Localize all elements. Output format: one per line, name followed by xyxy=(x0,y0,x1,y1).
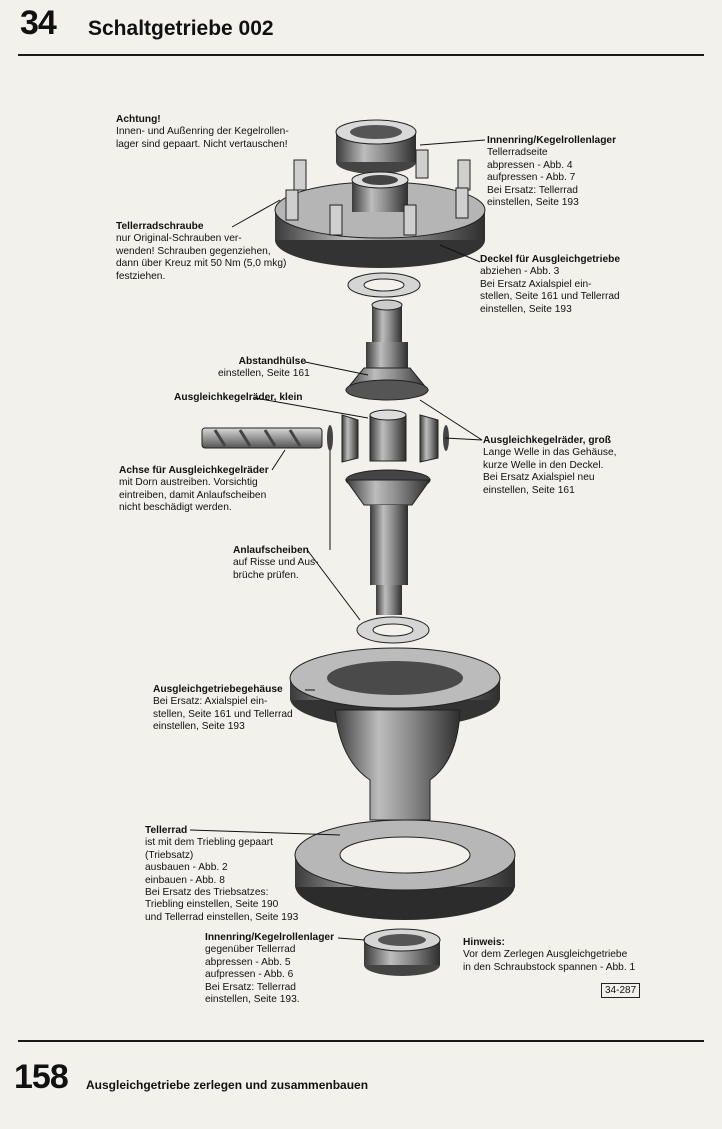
label-line: wenden! Schrauben gegenziehen, xyxy=(116,245,271,257)
label-line: Bei Ersatz: Tellerrad xyxy=(487,184,578,196)
label-line: abpressen - Abb. 5 xyxy=(205,956,291,968)
chapter-number: 34 xyxy=(20,4,56,42)
label-anlaufscheiben xyxy=(233,545,319,582)
bearing-top xyxy=(336,120,416,174)
label-heading: Tellerrad xyxy=(145,825,188,836)
label-line: Bei Ersatz Axialspiel ein- xyxy=(480,278,592,290)
label-line: aufpressen - Abb. 7 xyxy=(487,172,576,184)
label-abstandhuelse xyxy=(218,356,310,381)
label-line: kurze Welle in den Deckel. xyxy=(483,459,604,471)
label-line: brüche prüfen. xyxy=(233,569,299,581)
label-line: einstellen, Seite 193 xyxy=(480,303,572,315)
label-line: einstellen, Seite 193 xyxy=(153,721,245,733)
label-heading: Achtung! xyxy=(116,114,161,125)
label-line: auf Risse und Aus- xyxy=(233,557,319,569)
label-heading: Abstandhülse xyxy=(238,356,306,367)
label-line: Bei Ersatz Axialspiel neu xyxy=(483,472,595,484)
label-line: einstellen, Seite 193 xyxy=(487,197,579,209)
label-hinweis xyxy=(463,937,635,974)
page-title: Schaltgetriebe 002 xyxy=(88,17,274,40)
label-heading: Ausgleichkegelräder, klein xyxy=(174,392,303,403)
footer-title: Ausgleichgetriebe zerlegen und zusammenbauen xyxy=(86,1078,369,1092)
label-kegel-gross xyxy=(483,435,616,497)
label-line: in den Schraubstock spannen - Abb. 1 xyxy=(463,961,636,973)
small-gears xyxy=(327,410,449,462)
differential-housing xyxy=(290,648,500,820)
label-line: stellen, Seite 161 und Tellerrad xyxy=(153,708,293,720)
label-heading: Tellerradschraube xyxy=(116,221,204,232)
label-line: nur Original-Schrauben ver- xyxy=(116,233,242,245)
label-line: Bei Ersatz: Axialspiel ein- xyxy=(153,696,268,708)
cross-shaft xyxy=(202,428,322,448)
label-heading: Innenring/Kegelrollenlager xyxy=(487,135,617,146)
page-number: 158 xyxy=(14,1058,68,1096)
label-line: dann über Kreuz mit 50 Nm (5,0 mkg) xyxy=(116,258,287,270)
label-line: lager sind gepaart. Nicht vertauschen! xyxy=(116,138,288,150)
label-heading: Anlaufscheiben xyxy=(233,545,309,556)
label-line: mit Dorn austreiben. Vorsichtig xyxy=(119,477,258,489)
label-heading: Ausgleichkegelräder, groß xyxy=(483,435,611,446)
label-line: festziehen. xyxy=(116,270,166,282)
label-achse xyxy=(119,465,269,515)
label-line: ist mit dem Triebling gepaart xyxy=(145,837,273,849)
label-line: stellen, Seite 161 und Tellerrad xyxy=(480,291,620,303)
footer-rule xyxy=(18,1040,704,1042)
label-innenring-top xyxy=(487,135,616,209)
label-line: und Tellerrad einstellen, Seite 193 xyxy=(145,911,299,923)
label-gehaeuse xyxy=(153,684,293,734)
label-line: ausbauen - Abb. 2 xyxy=(145,862,228,874)
label-line: einstellen, Seite 193. xyxy=(205,994,300,1006)
label-heading: Hinweis: xyxy=(463,937,505,948)
figure-reference: 34-287 xyxy=(601,983,640,998)
label-line: Lange Welle in das Gehäuse, xyxy=(483,447,617,459)
label-line: (Triebsatz) xyxy=(145,849,194,861)
label-innenring-bottom xyxy=(205,932,334,1006)
label-kegel-klein xyxy=(174,392,303,404)
label-tellerrad xyxy=(145,825,298,924)
label-line: gegenüber Tellerrad xyxy=(205,944,296,956)
label-line: Innen- und Außenring der Kegelrollen- xyxy=(116,126,289,138)
label-line: abziehen - Abb. 3 xyxy=(480,266,560,278)
label-line: einstellen, Seite 161 xyxy=(483,484,575,496)
thrust-washer-bottom xyxy=(357,617,429,643)
spacer-sleeve xyxy=(366,300,408,372)
label-heading: Achse für Ausgleichkegelräder xyxy=(119,465,269,476)
label-line: aufpressen - Abb. 6 xyxy=(205,969,294,981)
label-line: eintreiben, damit Anlaufscheiben xyxy=(119,489,267,501)
label-line: Bei Ersatz des Triebsatzes: xyxy=(145,887,269,899)
label-line: Vor dem Zerlegen Ausgleichgetriebe xyxy=(463,949,628,961)
side-gear-large-bottom xyxy=(346,470,430,615)
label-heading: Deckel für Ausgleichgetriebe xyxy=(480,254,621,265)
label-tellerradschraube xyxy=(116,221,286,283)
label-line: einstellen, Seite 161 xyxy=(218,368,310,380)
label-deckel xyxy=(480,254,620,316)
label-line: Triebling einstellen, Seite 190 xyxy=(145,899,279,911)
label-line: nicht beschädigt werden. xyxy=(119,502,232,514)
label-line: abpressen - Abb. 4 xyxy=(487,159,573,171)
label-line: Tellerradseite xyxy=(487,147,548,159)
label-line: einbauen - Abb. 8 xyxy=(145,874,225,886)
label-achtung xyxy=(116,114,289,151)
label-heading: Ausgleichgetriebegehäuse xyxy=(153,684,283,695)
thrust-washer-top xyxy=(348,273,420,297)
bearing-bottom xyxy=(364,929,440,976)
label-heading: Innenring/Kegelrollenlager xyxy=(205,932,335,943)
label-line: Bei Ersatz: Tellerrad xyxy=(205,981,296,993)
